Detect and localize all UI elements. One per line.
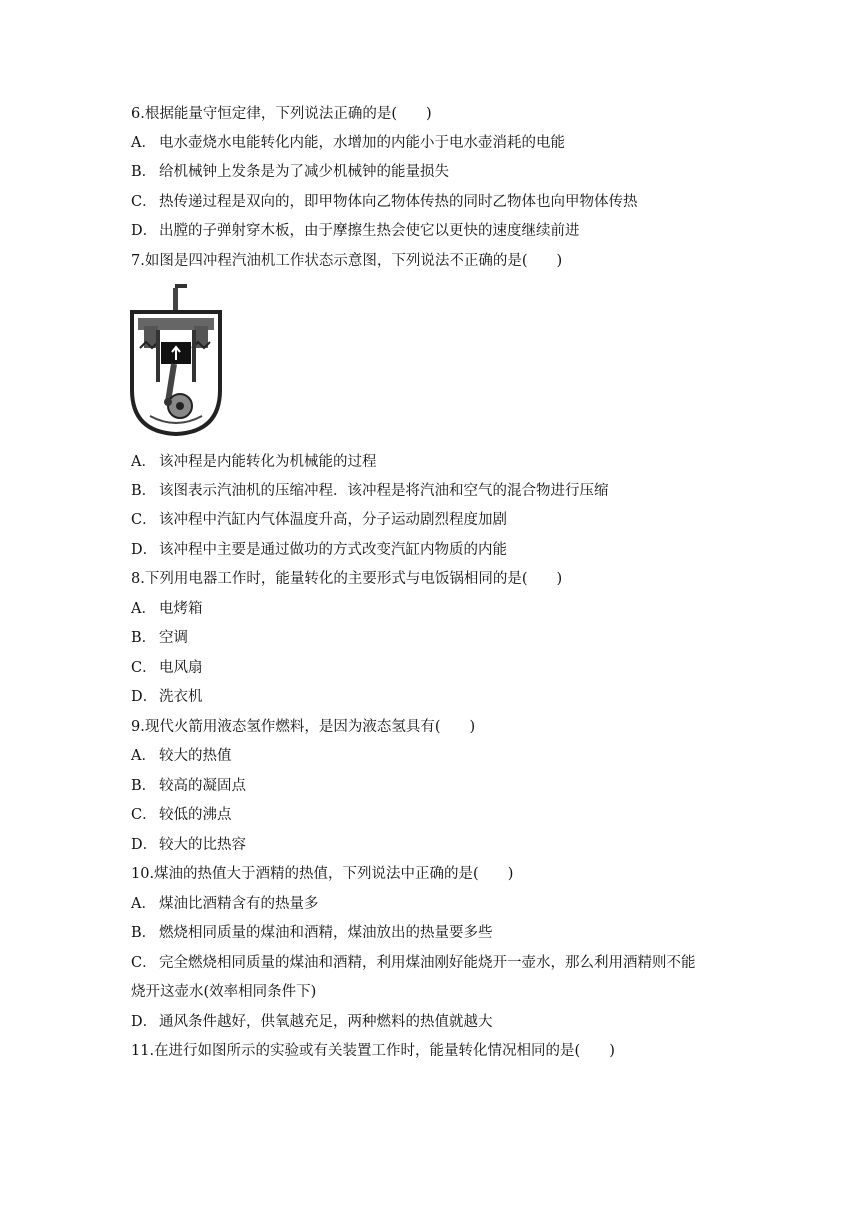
option-letter: B． [131,630,157,646]
option-text: 烧开这壶水(效率相同条件下) [131,984,317,1000]
option-letter: C． [131,807,157,823]
option-text: 较高的凝固点 [159,778,246,794]
option-text: 电烤箱 [159,601,203,617]
question-8-stem: 8.下列用电器工作时，能量转化的主要形式与电饭锅相同的是( ) [131,571,563,587]
question-10-option-b [131,923,751,943]
question-9-option-a [131,746,751,766]
crank-center [176,402,184,410]
option-letter: A． [131,896,156,912]
option-letter: D． [131,1014,158,1030]
question-10-stem: 10.煤油的热值大于酒精的热值，下列说法中正确的是( ) [131,866,514,882]
spark-plug-body [173,288,178,312]
option-letter: D． [131,542,158,558]
option-letter: D． [131,837,158,853]
option-letter: C． [131,955,157,971]
option-letter: C． [131,512,157,528]
option-text: 热传递过程是双向的，即甲物体向乙物体传热的同时乙物体也向甲物体传热 [159,194,638,210]
four-stroke-engine-diagram [128,282,224,442]
cylinder-wall-right [192,330,196,382]
question-6-option-b [131,162,751,182]
option-letter: B． [131,778,157,794]
question-6-option-c [131,192,751,212]
option-text: 给机械钟上发条是为了减少机械钟的能量损失 [159,164,449,180]
question-10-option-c-continued [131,982,751,1002]
question-10-option-c [131,953,751,973]
question-8-option-c [131,658,751,678]
option-text: 该冲程中主要是通过做功的方式改变汽缸内物质的内能 [159,542,507,558]
question-6-option-d [131,221,751,241]
option-letter: D． [131,689,158,705]
crank-pin [164,398,172,406]
question-8-option-a [131,599,751,619]
option-text: 洗衣机 [159,689,203,705]
option-letter: C． [131,660,157,676]
question-9-option-d [131,835,751,855]
question-10-option-a [131,894,751,914]
option-letter: B． [131,164,157,180]
question-9-option-b [131,776,751,796]
option-text: 通风条件越好，供氧越充足，两种燃料的热值就越大 [159,1014,493,1030]
spark-plug-top [175,284,187,288]
option-text: 电风扇 [159,660,203,676]
option-text: 空调 [159,630,188,646]
question-8-option-d [131,687,751,707]
question-8-option-b [131,628,751,648]
option-text: 较大的比热容 [159,837,246,853]
option-text: 该图表示汽油机的压缩冲程．该冲程是将汽油和空气的混合物进行压缩 [159,483,609,499]
option-letter: B． [131,483,157,499]
question-7-option-a [131,452,751,472]
question-7-option-b [131,481,751,501]
question-7-stem: 7.如图是四冲程汽油机工作状态示意图，下列说法不正确的是( ) [131,253,563,269]
question-10-option-d [131,1012,751,1032]
option-letter: D． [131,223,158,239]
question-7-option-d [131,540,751,560]
question-7-option-c [131,510,751,530]
question-9-stem: 9.现代火箭用液态氢作燃料，是因为液态氢具有( ) [131,719,476,735]
option-text: 较低的沸点 [159,807,232,823]
option-letter: A． [131,601,156,617]
option-text: 燃烧相同质量的煤油和酒精，煤油放出的热量要多些 [159,925,493,941]
option-letter: C． [131,194,157,210]
cylinder-wall-left [156,330,160,382]
question-6-option-a [131,133,751,153]
option-letter: B． [131,925,157,941]
question-6-stem: 6.根据能量守恒定律，下列说法正确的是( ) [131,106,432,122]
option-text: 较大的热值 [159,748,232,764]
option-text: 煤油比酒精含有的热量多 [159,896,319,912]
option-letter: A． [131,748,156,764]
question-9-option-c [131,805,751,825]
question-11-stem: 11.在进行如图所示的实验或有关装置工作时，能量转化情况相同的是( ) [131,1043,615,1059]
option-text: 完全燃烧相同质量的煤油和酒精，利用煤油刚好能烧开一壶水，那么利用酒精则不能 [159,955,696,971]
option-text: 该冲程中汽缸内气体温度升高，分子运动剧烈程度加剧 [159,512,507,528]
option-text: 出膛的子弹射穿木板，由于摩擦生热会使它以更快的速度继续前进 [159,223,580,239]
option-text: 该冲程是内能转化为机械能的过程 [159,454,377,470]
option-letter: A． [131,135,156,151]
option-text: 电水壶烧水电能转化内能，水增加的内能小于电水壶消耗的电能 [159,135,565,151]
option-letter: A． [131,454,156,470]
